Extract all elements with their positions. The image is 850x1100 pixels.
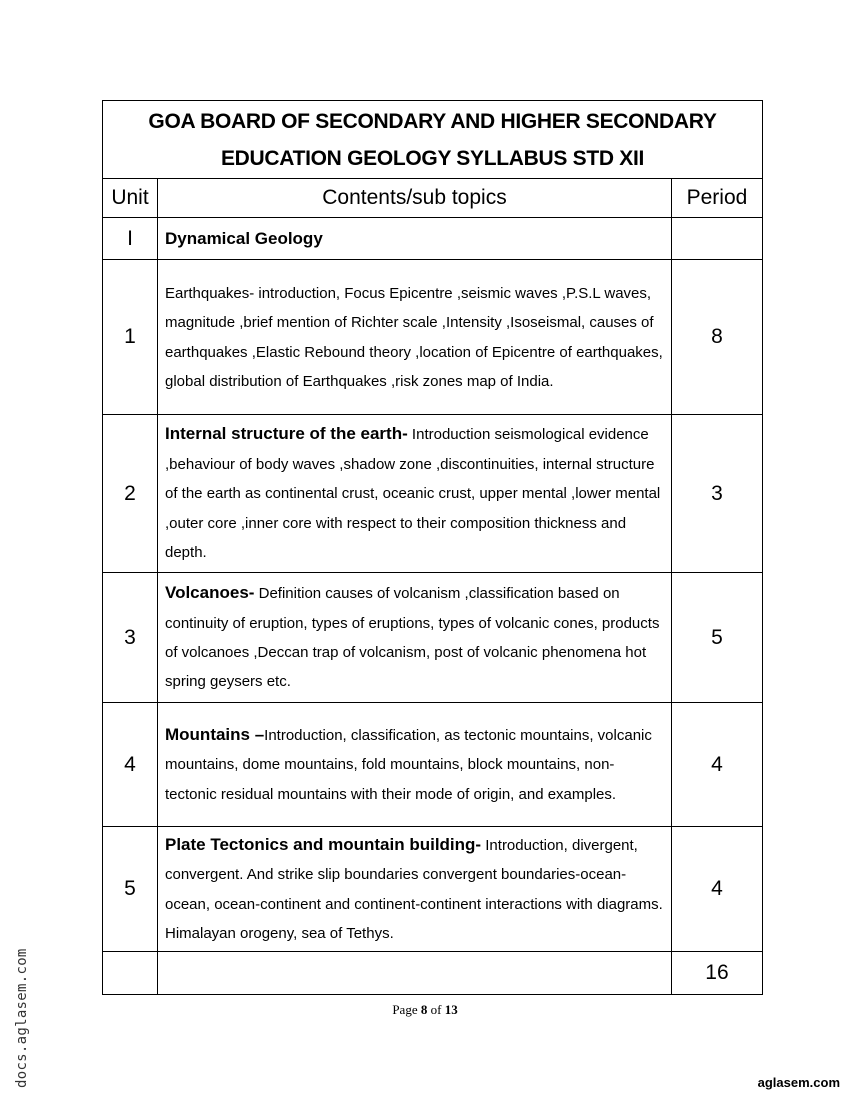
header-row <box>103 179 763 218</box>
column-header-unit: Unit <box>103 179 158 218</box>
contents-cell <box>158 827 672 952</box>
period-cell <box>671 218 762 260</box>
topic-heading: Internal structure of the earth- <box>165 424 408 444</box>
unit-cell: 2 <box>103 415 158 573</box>
brand-text: aglasem.com <box>757 1075 840 1090</box>
contents-text: Introduction seismological evidence ,behaviour of body waves ,shadow zone ,discontinuities, internal structure of the earth as continental crust, oceanic crust, upper mental ,lower mental ,outer core ,inner core with respect to their composition thickness and depth. <box>165 426 661 562</box>
contents-text: Definition causes of volcanism ,classification based on continuity of eruption, types of eruptions, types of volcanic cones, products of volcanoes ,Deccan trap of volcanism, post of volcanic phenomena hot spring geysers etc. <box>165 585 660 691</box>
title-row <box>103 101 763 179</box>
topic-heading: Volcanoes- <box>165 583 255 603</box>
unit-cell: 5 <box>103 827 158 952</box>
contents-text: Introduction, divergent, convergent. And strike slip boundaries convergent boundaries-ocean-ocean, ocean-continent and continent-continent interactions with diagrams. Himalayan orogeny, sea of Tethys. <box>165 836 663 942</box>
contents-cell <box>158 703 672 827</box>
period-cell: 8 <box>671 260 762 415</box>
period-cell: 5 <box>671 573 762 703</box>
total-row <box>103 952 763 995</box>
page-of: of <box>427 1002 445 1017</box>
page-total: 13 <box>444 1002 458 1017</box>
topic-heading: Plate Tectonics and mountain building- <box>165 834 482 854</box>
table-row <box>103 703 763 827</box>
table-row <box>103 260 763 415</box>
contents-cell <box>158 573 672 703</box>
page-current: 8 <box>420 1002 428 1017</box>
period-cell: 4 <box>671 827 762 952</box>
contents-text: Earthquakes- introduction, Focus Epicentre ,seismic waves ,P.S.L waves, magnitude ,brief mention of Richter scale ,Intensity ,Isoseismal, causes of earthquakes ,Elastic Rebound theory ,location of Epicentre of earthquakes, global distribution of Earthquakes ,risk zones map of India. <box>165 284 663 390</box>
column-header-contents: Contents/sub topics <box>158 179 672 218</box>
section-heading: Dynamical Geology <box>165 228 323 248</box>
column-header-period: Period <box>671 179 762 218</box>
side-watermark: docs.aglasem.com <box>14 948 30 1088</box>
contents-text: Introduction, classification, as tectonic mountains, volcanic mountains, dome mountains, fold mountains, block mountains, non-tectonic residual mountains with their mode of origin, and examples. <box>165 726 652 803</box>
syllabus-table <box>102 100 763 995</box>
document-title <box>103 101 763 179</box>
unit-cell: I <box>103 218 158 260</box>
contents-cell <box>158 218 672 260</box>
table-row <box>103 827 763 952</box>
unit-cell: 4 <box>103 703 158 827</box>
table-row <box>103 415 763 573</box>
topic-heading: Mountains – <box>165 724 265 744</box>
contents-cell <box>158 260 672 415</box>
total-period: 16 <box>671 952 762 995</box>
title-line-2: EDUCATION GEOLOGY SYLLABUS STD XII <box>220 146 645 170</box>
period-cell: 4 <box>671 703 762 827</box>
unit-cell: 1 <box>103 260 158 415</box>
table-row <box>103 218 763 260</box>
period-cell: 3 <box>671 415 762 573</box>
unit-cell: 3 <box>103 573 158 703</box>
contents-cell <box>158 415 672 573</box>
page-prefix: Page <box>392 1002 421 1017</box>
table-row <box>103 573 763 703</box>
page-number <box>0 1002 850 1018</box>
unit-cell <box>103 952 158 995</box>
title-line-1: GOA BOARD OF SECONDARY AND HIGHER SECONDARY <box>148 109 717 133</box>
contents-cell <box>158 952 672 995</box>
